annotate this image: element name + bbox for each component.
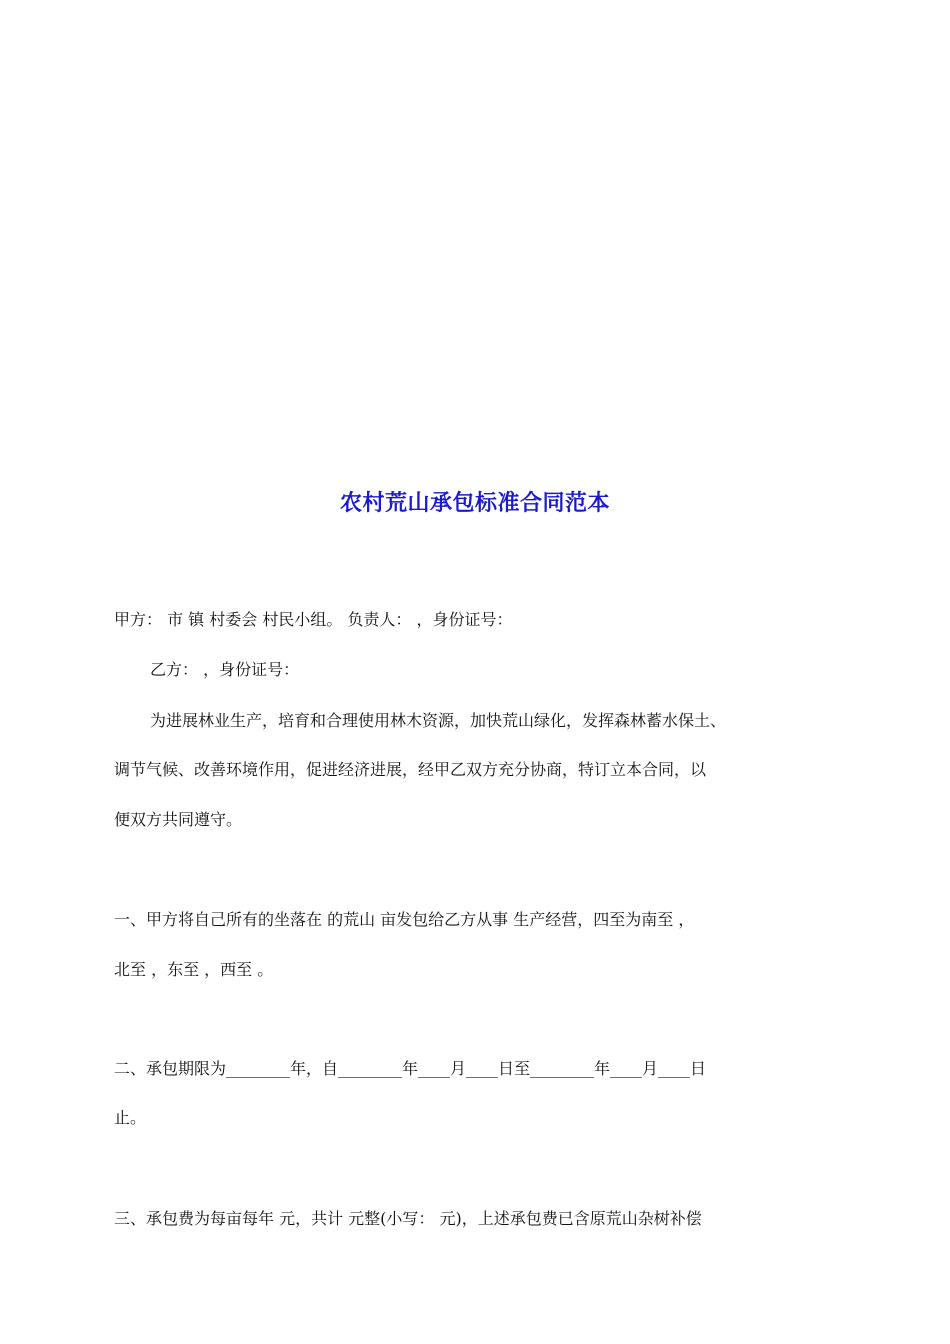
- preamble-line-3: 便双方共同遵守。: [114, 810, 243, 829]
- preamble-line-2: 调节气候、改善环境作用，促进经济进展，经甲乙双方充分协商，特订立本合同，以: [114, 760, 707, 779]
- clause-1-line-1: 一、甲方将自己所有的坐落在 的荒山 亩发包给乙方从事 生产经营，四至为南至 ，: [114, 910, 695, 929]
- clause-2-line-2: 止。: [114, 1108, 147, 1127]
- party-b-line: 乙方： ，身份证号：: [150, 660, 300, 679]
- document-title: 农村荒山承包标准合同范本: [339, 491, 610, 516]
- clause-3-line-1: 三、承包费为每亩每年 元，共计 元整(小写： 元)，上述承包费已含原荒山杂树补偿: [114, 1209, 702, 1228]
- clause-1-line-2: 北至 ，东至 ，西至 。: [114, 960, 274, 979]
- party-a-line: 甲方： 市 镇 村委会 村民小组。 负责人： ，身份证号：: [114, 610, 513, 629]
- clause-2-line-1: 二、承包期限为________年，自________年____月____日至________年____月____日: [114, 1059, 707, 1078]
- preamble-line-1: 为进展林业生产，培育和合理使用林木资源，加快荒山绿化，发挥森林蓄水保土、: [150, 711, 727, 730]
